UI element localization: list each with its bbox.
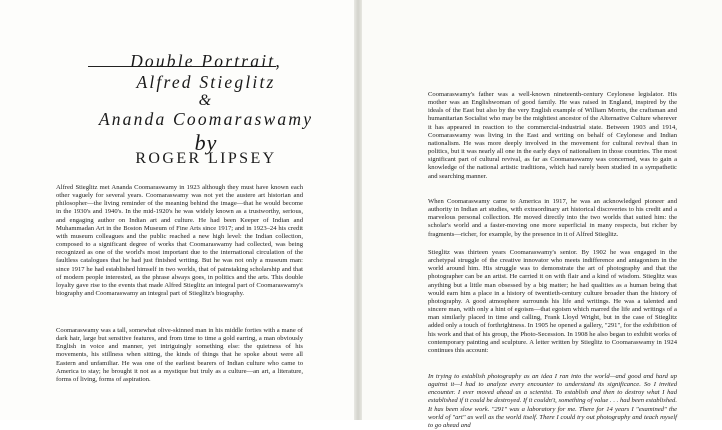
right-paragraph-3: Stieglitz was thirteen years Coomaraswamy's senior. By 1902 he was engaged in the archetypal struggle of the creative innovator who meets indifference and antagonism in the world around him. His struggle was to demonstrate the art of photography and that the photographer can be an artist. He carried it on with flair and a kind of wisdom. Stieglitz was anything but a little man obsessed by a big matter; he had qualities as a human being that would earn him a place in a history of twentieth-century culture broader than the history of photography. A good atmosphere surrounds his life and writings. He was a talented and sincere man, with only a hint of egoism—that egoism which marred the life and writings of a man similarly placed in time and calling, Frank Lloyd Wright, but in the case of Stieglitz added only a touch of forthrightness. In 1905 he opened a gallery, "291", for the exhibition of his work and that of his group, the Photo-Secession. In 1908 he also began to exhibit works of contemporary painting and sculpture. A letter written by Stieglitz to Coomaraswamy in 1924 continues this account:	[428, 249, 677, 354]
left-page	[0, 0, 354, 420]
article-title	[96, 51, 316, 130]
right-paragraph-2: When Coomaraswamy came to America in 1917, he was an acknowledged pioneer and authority in Indian art studies, with extraordinary art historical discoveries to his credit and a marvelous personal collection. He moved directly into the two worlds that suited him: the scholar's world and a faster-moving one more superficial in many respects, but richer by fragments—richer, for example, by the presence in it of Alfred Stieglitz.	[428, 198, 677, 238]
title-line-3: Ananda Coomaraswamy	[98, 109, 314, 129]
title-line-2: Alfred Stieglitz	[136, 72, 276, 92]
author-name: ROGER LIPSEY	[135, 150, 277, 167]
left-paragraph-1: Alfred Stieglitz met Ananda Coomaraswamy in 1923 although they must have known each other vaguely for several years. Coomaraswamy was not yet the austere art historian and philosopher—the living reminder of the meaning behind the image—that he would become in the 1930's and 1940's. In the mid-1920's he was widely known as a trustworthy, serious, and engaging author on Indian art and culture. He had been Keeper of Indian and Muhammadan Art in the Boston Museum of Fine Arts since 1917; and in 1923–24 his credit with museum colleagues and the public reached a new high level: the Indian collection, composed to a significant degree of works that Coomaraswamy had collected, was being recognized as one of the world's most important due to the international circulation of the faultless catalogues that he had just finished writing. But he was not only a museum man: since 1917 he had established himself in two worlds, that of painstaking scholarship and that of modern people interested, as the phrase always goes, in politics and the arts. This double loyalty gave rise to the events that made Alfred Stieglitz an integral part of Coomaraswamy's biography and Coomaraswamy an integral part of Stieglitz's biography.	[56, 184, 303, 298]
right-paragraph-1: Coomaraswamy's father was a well-known nineteenth-century Ceylonese legislator. His mother was an Englishwoman of good family. He was raised in England, inspired by the ideals of the East but also by the very English example of William Morris, the craftsman and humanitarian Socialist who may be the mightiest ancestor of the Alternative Culture wherever it has appeared in reaction to the commercial-industrial state. Between 1903 and 1914, Coomaraswamy was living in the East and writing on behalf of Ceylonese and Indian nationalism. He was more deeply involved in the movement for cultural revival than in politics, but it was nearly all one in the early days of nationalism in those countries. The most significant part of cultural revival, as far as Coomaraswamy was concerned, was to gain a knowledge of the national artistic traditions, which had rarely been studied in a sympathetic and searching manner.	[428, 91, 677, 180]
title-line-1: Double Portrait,	[130, 51, 282, 71]
right-quote-paragraph: In trying to establish photography as an idea I ran into the world—and good and hard up against it—I had to analyze every encounter to understand its significance. So I invited encounter. I ever moved ahead as a scientist. To establish and then to destroy what I had established if it could be destroyed. If it couldn't, something of value . . . had been established. It has been slow work. "291" was a laboratory for me. There for 14 years I "examined" the world of "art" as well as the world itself. There I could try out photography and teach myself to go ahead and	[428, 373, 677, 429]
left-paragraph-2: Coomaraswamy was a tall, somewhat olive-skinned man in his middle forties with a mane of dark hair, large but sensitive features, and from time to time a gold earring, a man obviously English in voice and manner, yet intriguingly something else: the quietness of his movements, his stillness when sitting, the kinds of things that he spoke about were all Eastern and unfamiliar. He was one of the earliest bearers of Indian culture who came to America to stay; he brought it not as a mystique but truly as a culture—an art, a literature, forms of living, forms of aspiration.	[56, 327, 303, 383]
title-ampersand: &	[198, 92, 214, 109]
byline-by: by	[194, 130, 218, 155]
right-page	[362, 0, 722, 429]
page-gutter	[354, 0, 362, 420]
